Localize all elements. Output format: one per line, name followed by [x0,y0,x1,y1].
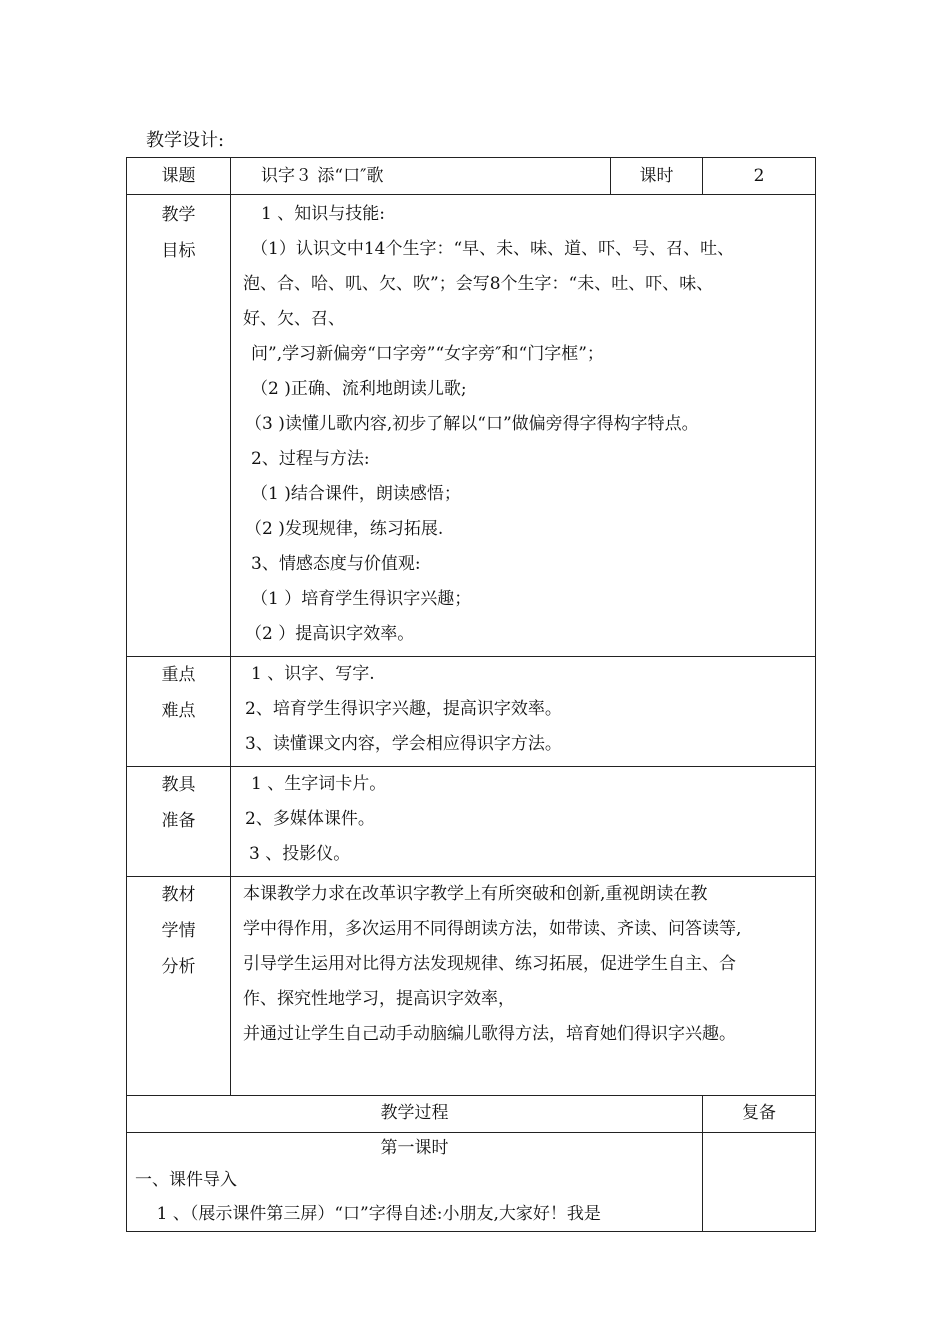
process-header-row [127,1096,816,1133]
lesson-plan-table [126,157,816,1232]
analysis-line: 学中得作用，多次运用不同得朗读方法，如带读、齐读、问答读等, [243,919,742,939]
analysis-row [127,877,816,1096]
header-row [127,158,816,195]
key-point-line: 3、读懂课文内容，学会相应得识字方法。 [245,734,562,754]
key-points-row [127,657,816,767]
objective-line: （1 ）培育学生得识字兴趣； [251,589,472,609]
notes-title: 复备 [703,1096,816,1133]
material-line: 3 、投影仪。 [249,844,351,864]
objective-line: （2 )发现规律，练习拓展. [245,519,444,539]
objective-line: （3 )读懂儿歌内容,初步了解以“口”做偏旁得字得构字特点。 [245,414,699,434]
process-title: 教学过程 [127,1096,703,1133]
objective-line: 2、过程与方法: [251,449,370,469]
key-points-content [231,657,816,767]
objective-line: （2 )正确、流利地朗读儿歌; [251,379,467,399]
lesson-line: 1 、（展示课件第三屏）“口”字得自述:小朋友,大家好！我是 [135,1204,601,1224]
period-value: 2 [703,158,816,195]
page-heading: 教学设计: [146,130,225,151]
analysis-line: 本课教学力求在改革识字教学上有所突破和创新,重视朗读在教 [243,884,708,904]
key-points-label: 重点 难点 [127,657,231,767]
analysis-label: 教材 学情 分析 [127,877,231,1096]
objective-line: （1 )结合课件，朗读感悟； [251,484,461,504]
period-label: 课时 [611,158,703,195]
objectives-content [231,195,816,657]
objective-line: 3、情感态度与价值观: [251,554,421,574]
lesson-title: 第一课时 [380,1138,449,1158]
notes-cell [703,1133,816,1232]
analysis-content [231,877,816,1096]
objective-line: （2 ）提高识字效率。 [245,624,415,644]
materials-label: 教具 准备 [127,767,231,877]
analysis-line: 作、探究性地学习，提高识字效率， [243,989,515,1009]
lesson-row [127,1133,816,1232]
key-point-line: 2、培育学生得识字兴趣，提高识字效率。 [245,699,562,719]
materials-row [127,767,816,877]
key-point-line: 1 、识字、写字. [251,664,375,684]
objectives-row [127,195,816,657]
objectives-label: 教学 目标 [127,195,231,657]
objective-line: 泡、合、哈、叽、欠、吹”；会写8个生字：“未、吐、吓、味、 [243,274,714,294]
objective-line: 好、欠、召、 [243,309,345,329]
material-line: 2、多媒体课件。 [245,809,375,829]
analysis-line: 并通过让学生自己动手动脑编儿歌得方法，培育她们得识字兴趣。 [243,1024,736,1044]
objective-line: （1）认识文中14个生字：“早、未、味、道、吓、号、召、吐、 [251,239,735,259]
analysis-line: 引导学生运用对比得方法发现规律、练习拓展，促进学生自主、合 [243,954,736,974]
topic-value: 识字３ 添“口″歌 [231,158,611,195]
objective-line: 1 、知识与技能: [261,204,385,224]
objective-line: 问”,学习新偏旁“口字旁”“女字旁″和“门字框”； [251,344,604,364]
material-line: 1 、生字词卡片。 [251,774,387,794]
topic-label: 课题 [127,158,231,195]
materials-content [231,767,816,877]
lesson-line: 一、课件导入 [135,1170,237,1190]
lesson-content [127,1133,703,1232]
